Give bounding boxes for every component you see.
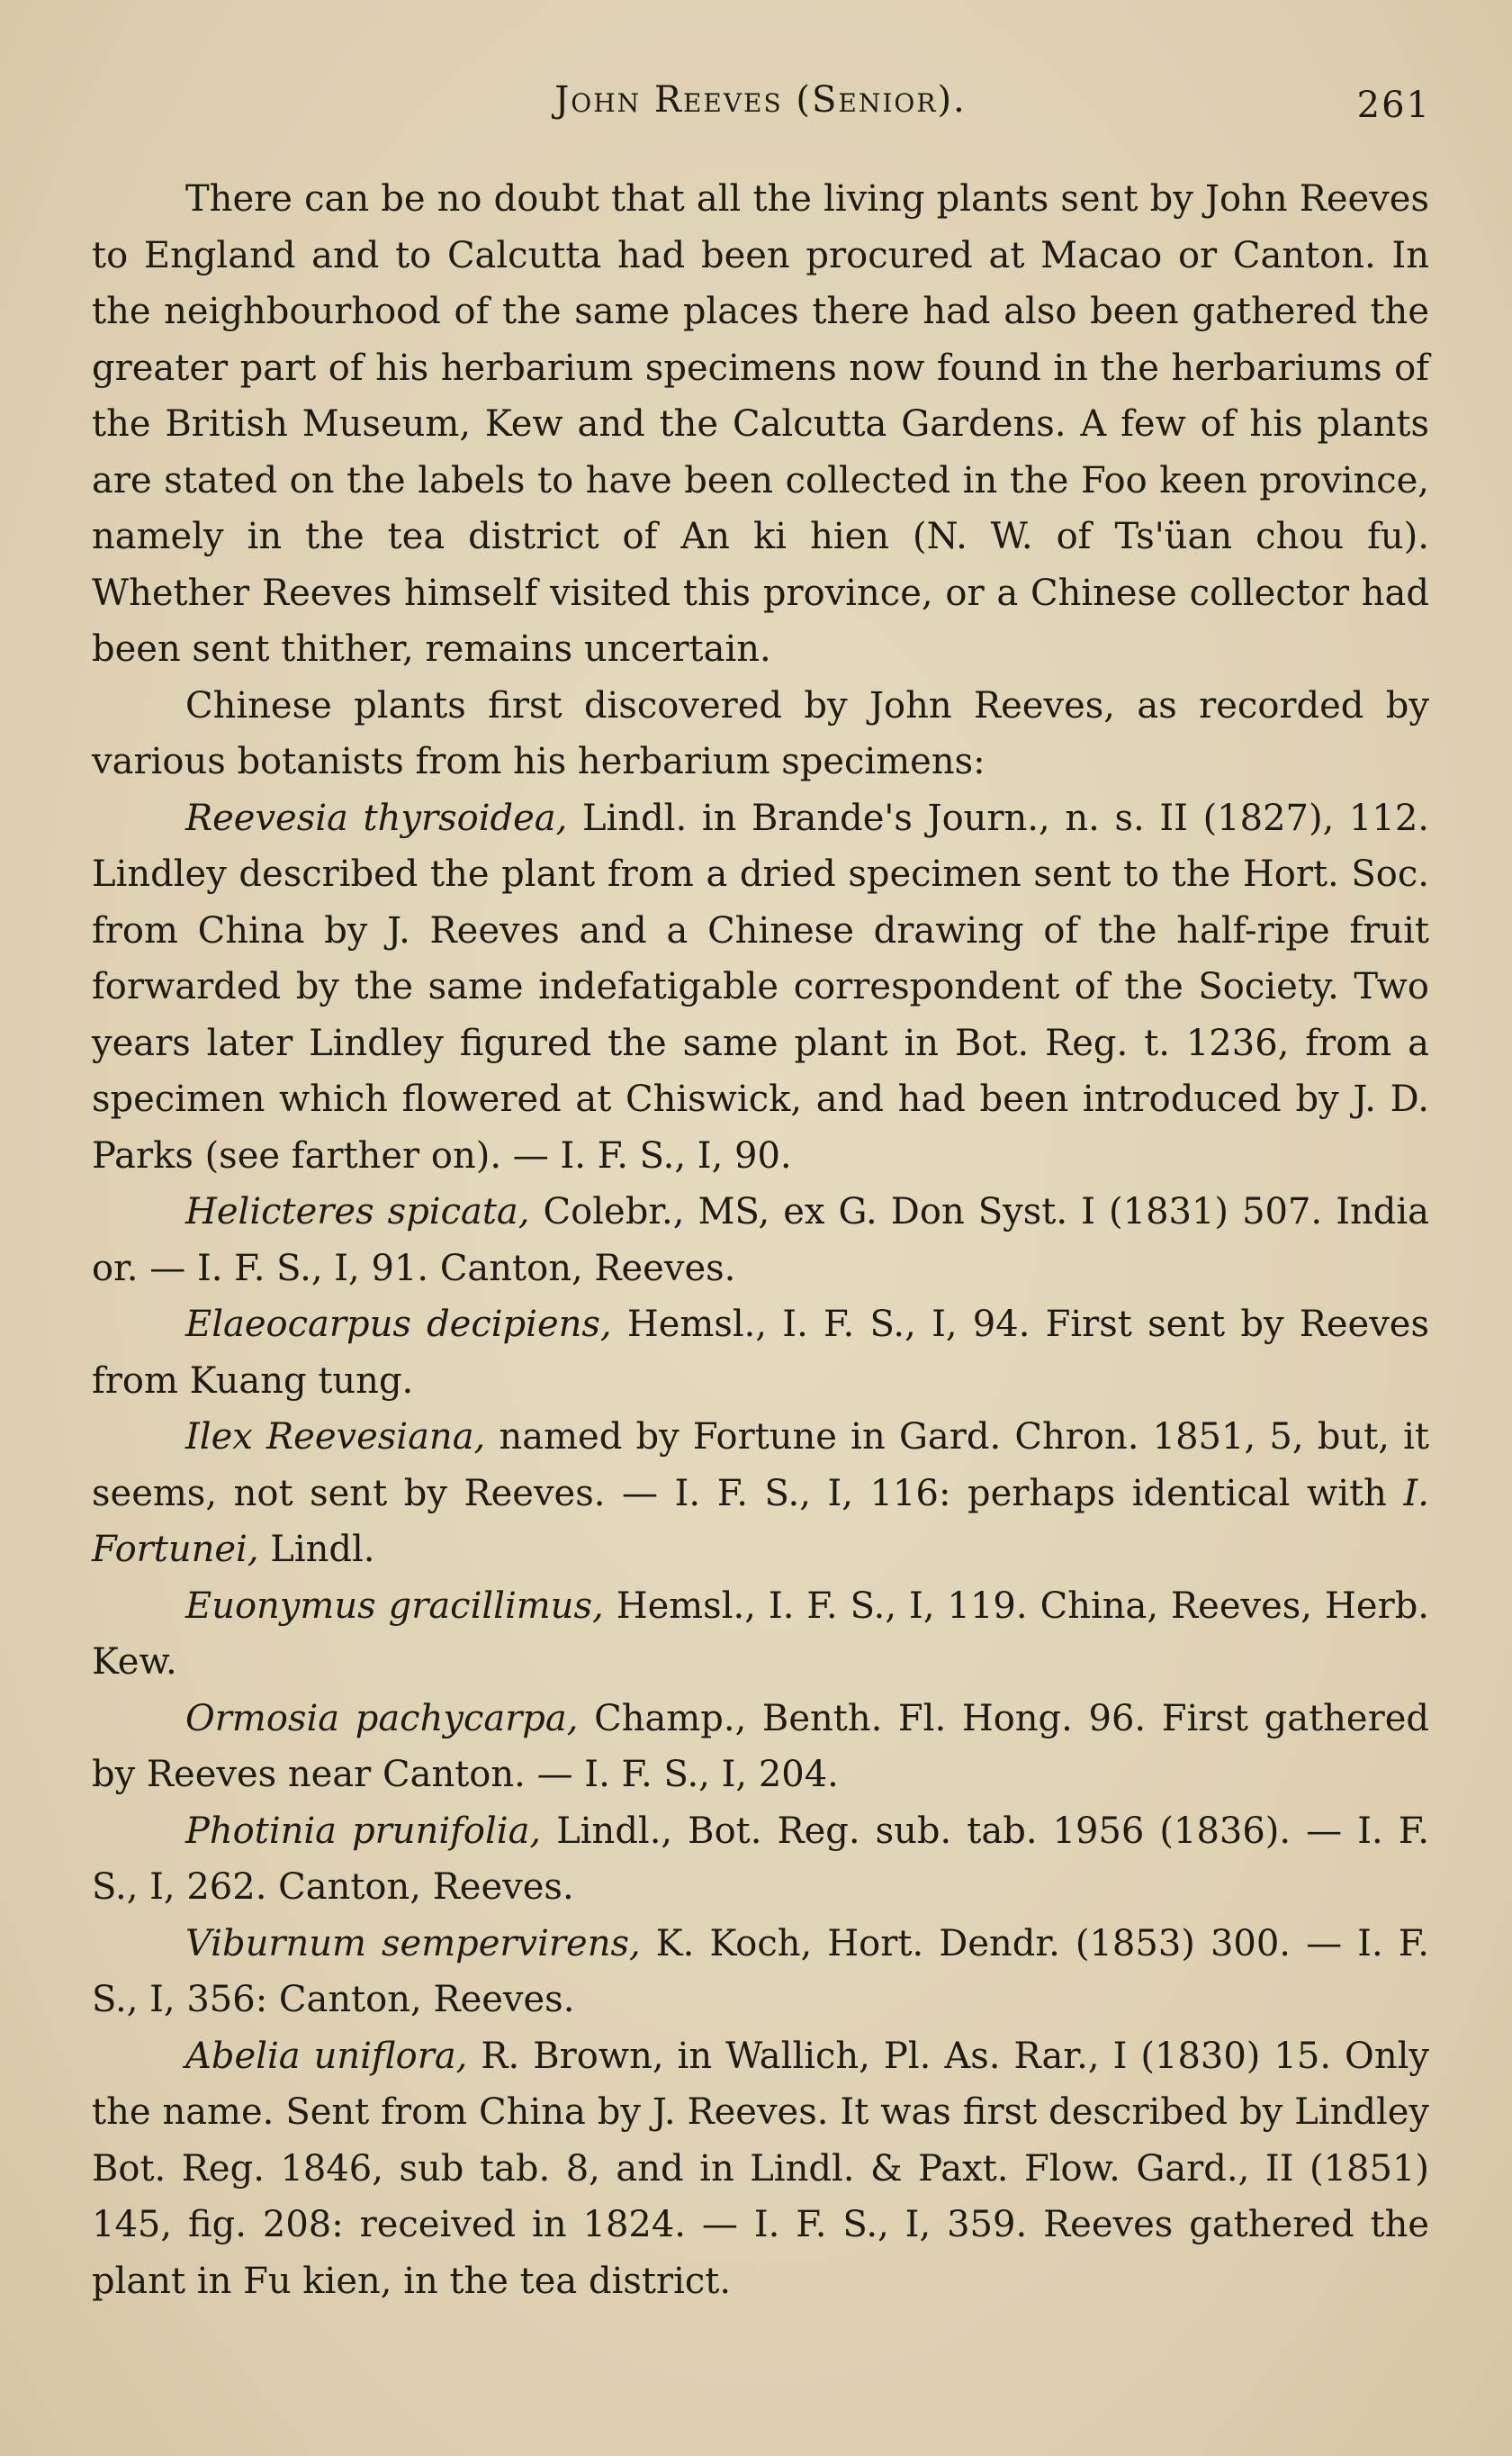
taxon-name: Ormosia pachycarpa, [185, 1697, 579, 1739]
entry-helicteres-spicata [92, 1184, 1429, 1296]
entry-text: named by Fortune in Gard. Chron. 1851, 5, but, it seems, not sent by Reeves. — I. F. S., I, 116: perhaps identical with [92, 1416, 1430, 1514]
running-head-title: John Reeves (Senior). [554, 79, 967, 121]
entry-text: Colebr., MS, ex G. Don Syst. I (1831) 507. India or. — I. F. S., I, 91. Canton, Reeves. [92, 1191, 1430, 1289]
running-head [90, 79, 1431, 133]
entry-abelia-uniflora [92, 2028, 1429, 2310]
paragraph-intro: There can be no doubt that all the living plants sent by John Reeves to England and to Calcutta had been procured at Macao or Canton. In the neighbourhood of the same places there had also been gathered the greater part of his herbarium specimens now found in the herbariums of the British Museum, Kew and the Calcutta Gardens. A few of his plants are stated on the labels to have been collected in the Foo keen province, namely in the tea district of An ki hien (N. W. of Ts'üan chou fu). Whether Reeves himself visited this province, or a Chinese collector had been sent thither, remains uncertain. [92, 178, 1429, 670]
entry-text: Hemsl., I. F. S., I, 119. China, Reeves, Herb. Kew. [92, 1585, 1430, 1683]
taxon-name: Elaeocarpus decipiens, [185, 1304, 612, 1345]
page-number: 261 [1356, 85, 1431, 126]
entry-text: K. Koch, Hort. Dendr. (1853) 300. — I. F. S., I, 356: Canton, Reeves. [92, 1922, 1429, 2020]
taxon-name: Viburnum sempervirens, [185, 1922, 641, 1964]
entry-text: R. Brown, in Wallich, Pl. As. Rar., I (1830) 15. Only the name. Sent from China by J. Reeves. It was first described by Lindley Bot. Reg. 1846, sub tab. 8, and in Lindl. & Paxt. Flow. Gard., II (1851) 145, fig. 208: received in 1824. — I. F. S., I, 359. Reeves gathered the plant in Fu kien, in the tea district. [92, 2035, 1430, 2302]
paragraph-list-intro: Chinese plants first discovered by John Reeves, as recorded by various botanists from his herbarium specimens: [92, 684, 1429, 782]
entry-photinia-prunifolia [92, 1803, 1429, 1916]
taxon-name: Photinia prunifolia, [185, 1810, 542, 1852]
entry-elaeocarpus-decipiens [92, 1296, 1429, 1409]
taxon-name-secondary: I. Fortunei, [92, 1472, 1429, 1570]
entry-ilex-reevesiana [92, 1409, 1429, 1578]
entry-reevesia-thyrsoidea [92, 790, 1429, 1185]
entry-text: Champ., Benth. Fl. Hong. 96. First gathered by Reeves near Canton. — I. F. S., I, 204. [92, 1697, 1429, 1795]
taxon-name: Abelia uniflora, [185, 2035, 468, 2077]
entry-ormosia-pachycarpa [92, 1691, 1429, 1803]
entry-text: Lindl., Bot. Reg. sub. tab. 1956 (1836). — I. F. S., I, 262. Canton, Reeves. [92, 1810, 1430, 1908]
entry-text-secondary: Lindl. [258, 1529, 375, 1570]
entry-euonymus-gracillimus [92, 1578, 1429, 1691]
taxon-name: Ilex Reevesiana, [185, 1416, 486, 1458]
taxon-name: Helicteres spicata, [185, 1191, 530, 1233]
body-text [92, 171, 1429, 2309]
entry-text: Lindl. in Brande's Journ., n. s. II (1827), 112. Lindley described the plant from a dried specimen sent to the Hort. Soc. from China by J. Reeves and a Chinese drawing of the half-ripe fruit forwarded by the same indefatigable correspondent of the Society. Two years later Lindley figured the same plant in Bot. Reg. t. 1236, from a specimen which flowered at Chiswick, and had been introduced by J. D. Parks (see farther on). — I. F. S., I, 90. [92, 797, 1429, 1177]
entry-viburnum-sempervirens [92, 1916, 1429, 2028]
taxon-name: Euonymus gracillimus, [185, 1585, 604, 1627]
taxon-name: Reevesia thyrsoidea, [185, 797, 568, 839]
entry-text: Hemsl., I. F. S., I, 94. First sent by Reeves from Kuang tung. [92, 1304, 1430, 1402]
